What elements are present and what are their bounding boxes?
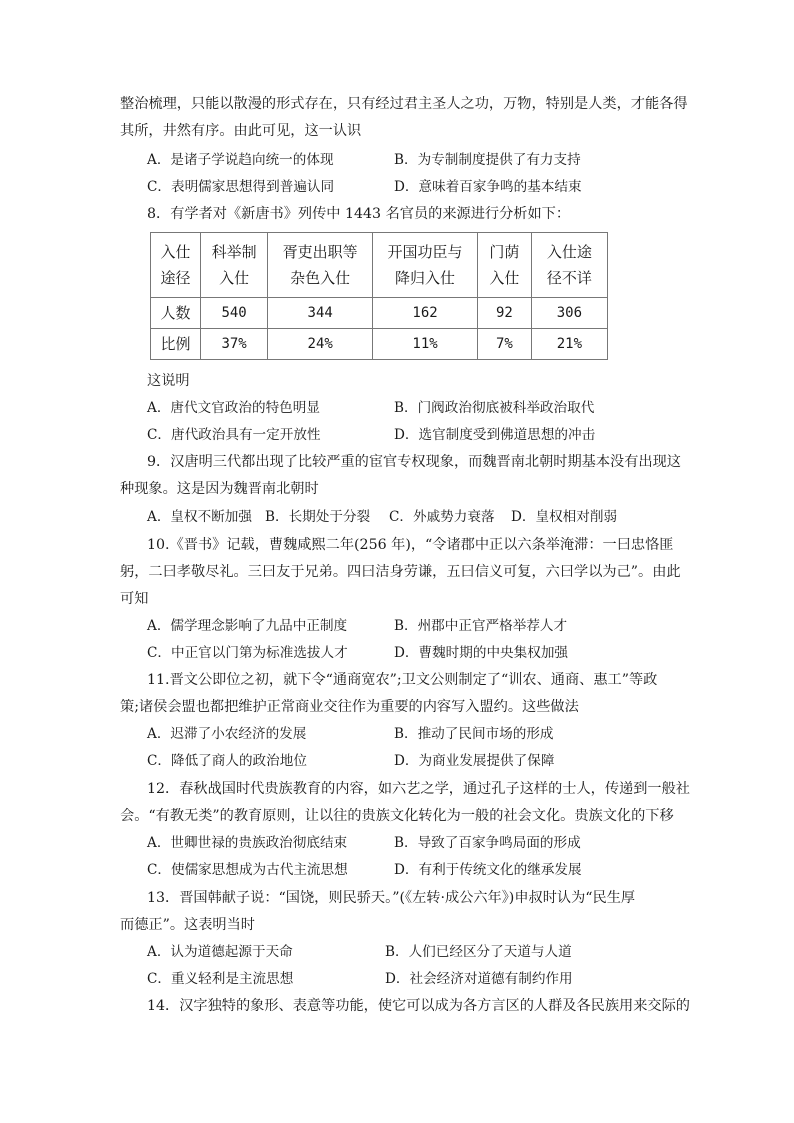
table-cell: 344 [268, 298, 373, 329]
q12-stem-line-1: 12．春秋战国时代贵族教育的内容，如六艺之学，通过孔子这样的士人，传递到一般社 [147, 781, 690, 797]
table-row-label: 比例 [151, 329, 201, 360]
table-header-cell: 门荫 入仕 [478, 233, 532, 298]
q10-stem-line-1: 10.《晋书》记载，曹魏咸熙二年(256 年)，“令诸郡中正以六条举淹滞：一曰忠恪匪 [147, 537, 674, 553]
table-cell: 24% [268, 329, 373, 360]
q10-option-a: A．儒学理念影响了九品中正制度 [147, 618, 348, 634]
table-ratio-row [151, 329, 608, 360]
q12-option-b: B．导致了百家争鸣局面的形成 [394, 835, 581, 851]
q8-option-d: D．选官制度受到佛道思想的冲击 [394, 427, 596, 443]
q10-stem-line-2: 躬，二曰孝敬尽礼。三曰友于兄弟。四曰洁身劳谦，五曰信义可复，六曰学以为己”。由此 [120, 564, 681, 580]
table-row-label: 人数 [151, 298, 201, 329]
q11-option-d: D．为商业发展提供了保障 [394, 753, 555, 769]
q9-stem-line-2: 种现象。这是因为魏晋南北朝时 [120, 481, 319, 497]
q7-option-d: D．意味着百家争鸣的基本结束 [394, 179, 582, 195]
q9-option-b: B．长期处于分裂 [265, 509, 371, 525]
q11-stem-line-2: 策;诸侯会盟也都把维护正常商业交往作为重要的内容写入盟约。这些做法 [120, 699, 579, 715]
table-header-cell: 开国功臣与 降归入仕 [373, 233, 478, 298]
table-header-cell: 科举制 入仕 [201, 233, 268, 298]
q7-option-b: B．为专制制度提供了有力支持 [394, 152, 581, 168]
q9-option-c: C．外戚势力衰落 [389, 509, 495, 525]
table-cell: 7% [478, 329, 532, 360]
table-header-cell: 入仕 途径 [151, 233, 201, 298]
q13-stem-line-1: 13．晋国韩献子说：“国饶，则民骄天。”(《左转·成公六年》)申叔时认为“民生厚 [147, 890, 636, 906]
q9-option-a: A．皇权不断加强 [147, 509, 252, 525]
table-count-row [151, 298, 608, 329]
q13-option-d: D．社会经济对道德有制约作用 [385, 971, 573, 987]
q8-option-c: C．唐代政治具有一定开放性 [147, 427, 321, 443]
table-header-cell: 胥吏出职等 杂色入仕 [268, 233, 373, 298]
intro-line-1: 整治梳理，只能以散漫的形式存在，只有经过君主圣人之功，万物，特别是人类，才能各得 [120, 96, 688, 112]
q12-option-c: C．使儒家思想成为古代主流思想 [147, 862, 348, 878]
table-cell: 37% [201, 329, 268, 360]
table-header-cell: 入仕途 径不详 [531, 233, 607, 298]
q11-option-c: C．降低了商人的政治地位 [147, 753, 307, 769]
q8-stem: 8．有学者对《新唐书》列传中 1443 名官员的来源进行分析如下： [147, 206, 571, 222]
q8-option-a: A．唐代文官政治的特色明显 [147, 400, 320, 416]
table-cell: 11% [373, 329, 478, 360]
q13-option-a: A．认为道德起源于天命 [147, 944, 293, 960]
q13-stem-line-2: 而德正”。这表明当时 [120, 917, 255, 933]
q14-stem-line-1: 14．汉字独特的象形、表意等功能，使它可以成为各方言区的人群及各民族用来交际的 [147, 998, 690, 1014]
intro-line-2: 其所，井然有序。由此可见，这一认识 [120, 123, 362, 139]
q10-option-d: D．曹魏时期的中央集权加强 [394, 645, 569, 661]
q11-stem-line-1: 11.晋文公即位之初，就下令“通商宽农”;卫文公则制定了“训农、通商、惠工”等政 [147, 672, 658, 688]
q12-option-d: D．有利于传统文化的继承发展 [394, 862, 582, 878]
q13-option-c: C．重义轻利是主流思想 [147, 971, 294, 987]
q7-option-a: A．是诸子学说趋向统一的体现 [147, 152, 334, 168]
q10-option-c: C．中正官以门第为标准选拔人才 [147, 645, 348, 661]
table-cell: 540 [201, 298, 268, 329]
table-cell: 162 [373, 298, 478, 329]
table-cell: 92 [478, 298, 532, 329]
q9-stem-line-1: 9．汉唐明三代都出现了比较严重的宦官专权现象，而魏晋南北朝时期基本没有出现这 [147, 454, 681, 470]
q12-stem-line-2: 会。“有教无类”的教育原则，让以往的贵族文化转化为一般的社会文化。贵族文化的下移 [120, 808, 674, 824]
table-cell: 21% [531, 329, 607, 360]
table-cell: 306 [531, 298, 607, 329]
q8-after-table: 这说明 [147, 373, 190, 389]
q8-option-b: B．门阀政治彻底被科举政治取代 [394, 400, 595, 416]
q9-option-d: D．皇权相对削弱 [511, 509, 618, 525]
q11-option-b: B．推动了民间市场的形成 [394, 726, 554, 742]
q10-option-b: B．州郡中正官严格举荐人才 [394, 618, 568, 634]
q10-stem-line-3: 可知 [120, 591, 149, 607]
q12-option-a: A．世卿世禄的贵族政治彻底结束 [147, 835, 348, 851]
q11-option-a: A．迟滞了小农经济的发展 [147, 726, 307, 742]
table-header-row [151, 233, 608, 298]
q7-option-c: C．表明儒家思想得到普遍认同 [147, 179, 335, 195]
q13-option-b: B．人们已经区分了天道与人道 [385, 944, 572, 960]
official-origin-table [150, 232, 608, 360]
